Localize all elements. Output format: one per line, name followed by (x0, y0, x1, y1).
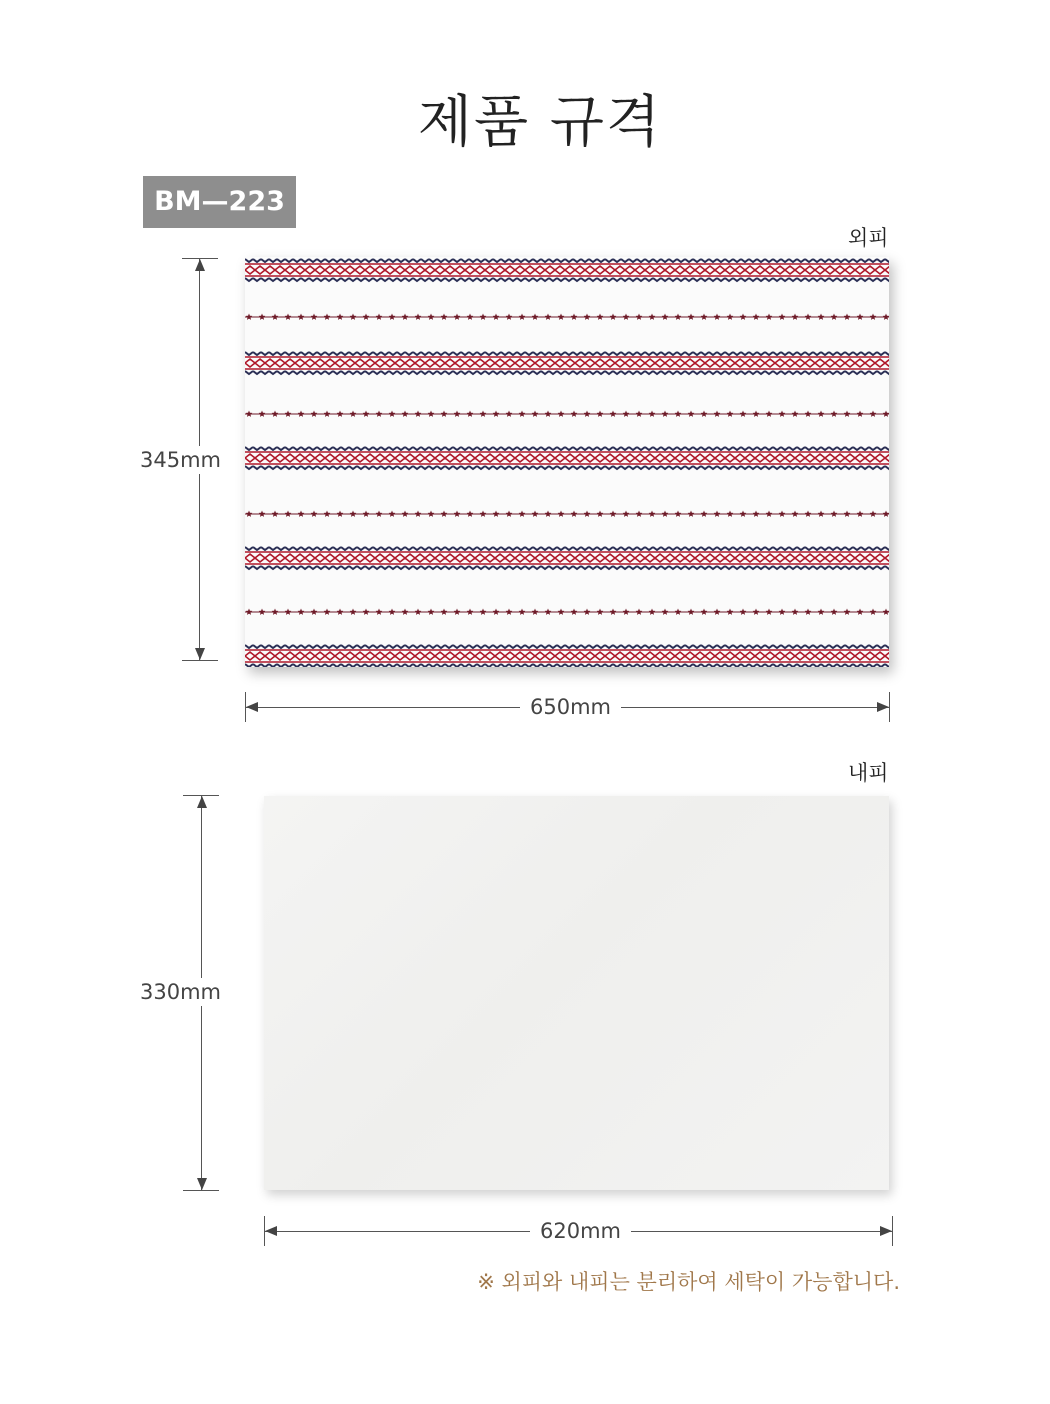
outer-width-arrow-left-icon (246, 702, 258, 712)
outer-height-cap-bottom (182, 660, 218, 661)
inner-height-arrow-down-icon (197, 1178, 207, 1190)
stripe-pattern (245, 257, 889, 667)
pattern-band (245, 645, 889, 667)
wash-note: ※ 외피와 내피는 분리하여 세탁이 가능합니다. (477, 1270, 900, 1294)
inner-cover-label: 내피 (848, 761, 889, 785)
inner-width-arrow-right-icon (880, 1226, 892, 1236)
inner-cover-image (264, 796, 889, 1190)
outer-height-arrow-up-icon (195, 259, 205, 271)
inner-height-cap-bottom (183, 1190, 219, 1191)
pattern-band (245, 352, 889, 374)
outer-width-label: 650mm (520, 695, 621, 719)
model-badge: BM—223 (143, 176, 296, 228)
pattern-band (245, 447, 889, 469)
outer-cover-label: 외피 (848, 226, 889, 250)
pattern-star-row (245, 314, 889, 320)
pattern-star-row (245, 609, 889, 615)
page-title: 제품 규격 (417, 90, 663, 155)
inner-width-label: 620mm (530, 1219, 631, 1243)
pattern-band (245, 547, 889, 569)
outer-width-arrow-right-icon (877, 702, 889, 712)
outer-height-label: 345mm (140, 448, 221, 472)
inner-height-arrow-up-icon (197, 796, 207, 808)
pattern-band (245, 259, 889, 281)
pattern-star-row (245, 511, 889, 517)
inner-width-arrow-left-icon (265, 1226, 277, 1236)
inner-height-label: 330mm (140, 980, 221, 1004)
outer-height-arrow-down-icon (195, 648, 205, 660)
inner-width-cap-right (892, 1216, 893, 1246)
outer-width-cap-right (889, 692, 890, 722)
outer-cover-image (245, 257, 889, 667)
pattern-star-row (245, 411, 889, 417)
